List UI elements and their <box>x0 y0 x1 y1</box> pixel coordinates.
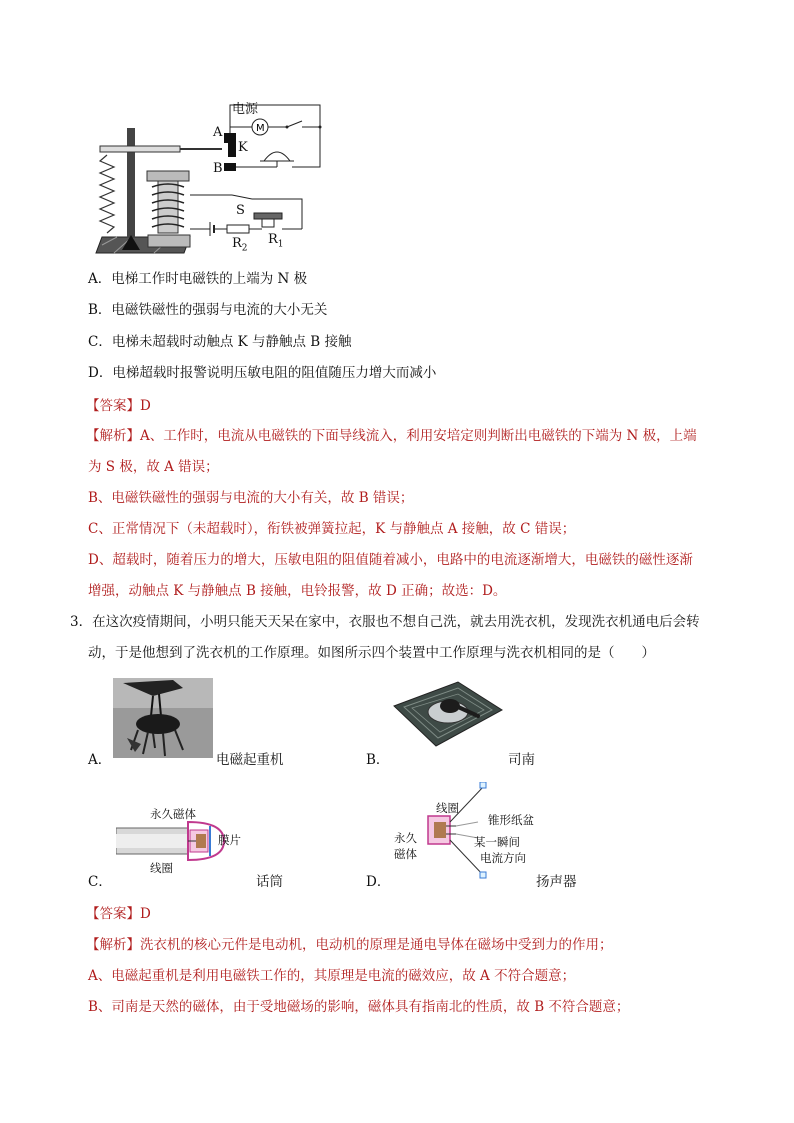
q3-option-a-caption: 电磁起重机 <box>216 752 284 768</box>
q3-option-b-letter: B． <box>366 752 390 768</box>
q2-analysis-line-2: 为 S 极，故 A 错误； <box>88 459 219 475</box>
microphone-label-diaphragm: 膜片 <box>218 833 241 847</box>
contact-k-label: K <box>238 140 248 155</box>
q3-analysis-line-1: 【解析】洗衣机的核心元件是电动机，电动机的原理是通电导体在磁场中受到力的作用； <box>86 937 613 953</box>
contact-a-label: A <box>213 125 223 140</box>
q3-option-b-caption: 司南 <box>508 752 535 768</box>
q2-option-c: C．电梯未超载时动触点 K 与静触点 B 接触 <box>88 334 352 350</box>
q2-analysis-line-6: 增强，动触点 K 与静触点 B 接触，电铃报警，故 D 正确；故选：D。 <box>88 583 507 599</box>
speaker-label-current: 电流方向 <box>480 851 526 865</box>
q2-analysis-line-1: 【解析】A、工作时，电流从电磁铁的下面导线流入，利用安培定则判断出电磁铁的下端为 N 极，上端 <box>86 428 697 444</box>
elevator-circuit-diagram <box>92 95 332 260</box>
resistor-r1-label: $R_1$ <box>268 232 284 250</box>
q3-stem-line-1: 3．在这次疫情期间，小明只能天天呆在家中，衣服也不想自己洗，就去用洗衣机，发现洗衣机通电后会转 <box>70 614 700 630</box>
motor-symbol: M <box>256 123 265 134</box>
q2-analysis-line-3: B、电磁铁磁性的强弱与电流的大小有关，故 B 错误； <box>88 490 414 506</box>
q3-option-a-letter: A． <box>88 752 112 768</box>
speaker-label-magnet: 磁体 <box>394 847 417 861</box>
q3-answer: 【答案】D <box>86 906 151 922</box>
resistor-r2-label: $R_2$ <box>232 236 248 254</box>
sinan-compass-image <box>388 678 506 750</box>
microphone-label-magnet: 永久磁体 <box>150 807 196 821</box>
q3-stem-line-2: 动，于是他想到了洗衣机的工作原理。如图所示四个装置中工作原理与洗衣机相同的是（ ） <box>88 645 655 661</box>
q2-option-a: A．电梯工作时电磁铁的上端为 N 极 <box>88 271 308 287</box>
speaker-label-instant: 某一瞬间 <box>474 835 520 849</box>
q2-analysis-line-5: D、超载时，随着压力的增大，压敏电阻的阻值随着减小，电路中的电流逐渐增大，电磁铁的磁性逐渐 <box>88 552 693 568</box>
q2-answer: 【答案】D <box>86 398 151 414</box>
q2-analysis-line-4: C、正常情况下（未超载时），衔铁被弹簧拉起，K 与静触点 A 接触，故 C 错误； <box>88 521 576 537</box>
speaker-label-cone: 锥形纸盆 <box>488 813 534 827</box>
q3-option-d-letter: D． <box>366 874 391 890</box>
q2-option-b: B．电磁铁磁性的强弱与电流的大小无关 <box>88 302 328 318</box>
microphone-label-coil: 线圈 <box>150 861 173 875</box>
power-label: 电源 <box>232 102 259 117</box>
q3-analysis-line-2: A、电磁起重机是利用电磁铁工作的，其原理是电流的磁效应，故 A 不符合题意； <box>88 968 576 984</box>
q3-option-d-caption: 扬声器 <box>536 874 577 890</box>
switch-s-label: S <box>236 203 245 218</box>
q3-option-c-letter: C． <box>88 874 112 890</box>
electromagnetic-crane-photo <box>113 678 213 758</box>
q3-analysis-line-3: B、司南是天然的磁体，由于受地磁场的影响，磁体具有指南北的性质，故 B 不符合题意； <box>88 999 630 1015</box>
q3-option-c-caption: 话筒 <box>256 874 283 890</box>
speaker-label-coil: 线圈 <box>436 801 459 815</box>
q2-option-d: D．电梯超载时报警说明压敏电阻的阻值随压力增大而减小 <box>88 365 437 381</box>
contact-b-label: B <box>213 161 223 176</box>
speaker-label-permanent: 永久 <box>394 831 417 845</box>
